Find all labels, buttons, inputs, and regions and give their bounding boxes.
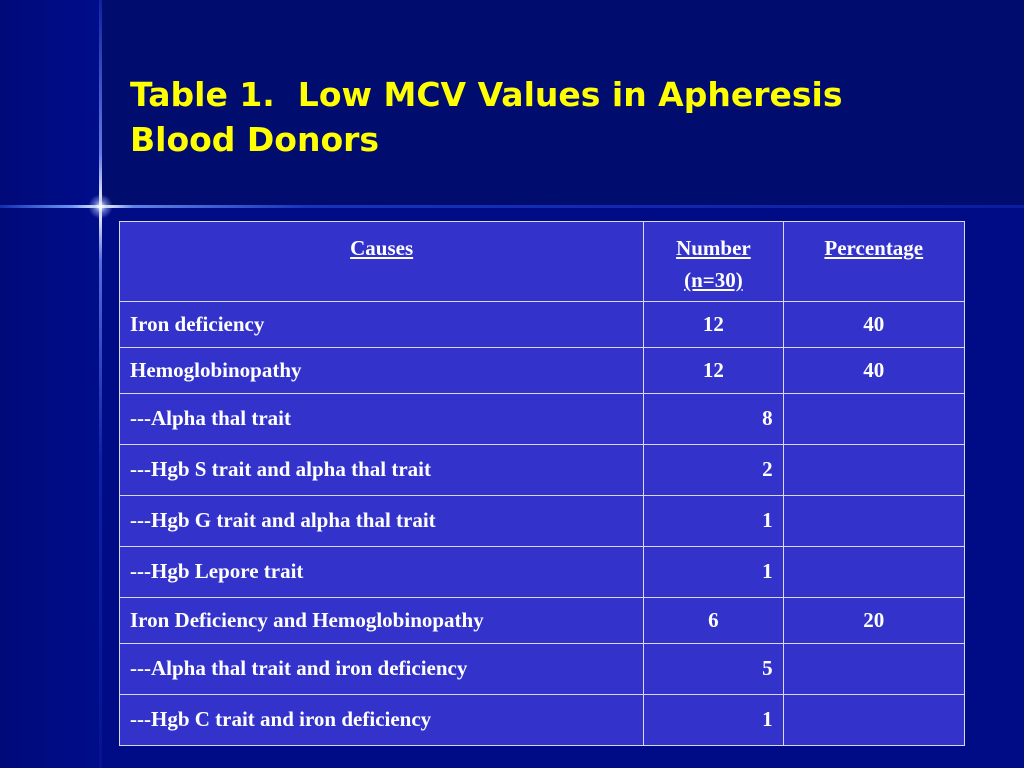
table-row [120,301,965,347]
cell-number: 2 [644,444,783,495]
table-row [120,546,965,597]
cell-cause: ---Hgb C trait and iron deficiency [120,694,644,745]
cell-percentage: 40 [783,347,964,393]
table-header-row [120,222,965,302]
table-row [120,495,965,546]
cell-cause: Iron deficiency [120,301,644,347]
cell-cause: ---Hgb S trait and alpha thal trait [120,444,644,495]
cell-percentage [783,444,964,495]
cell-percentage [783,643,964,694]
cell-number: 12 [644,301,783,347]
mcv-table [119,221,965,746]
cell-number: 1 [644,694,783,745]
header-percentage: Percentage [783,222,964,302]
cell-cause: ---Hgb Lepore trait [120,546,644,597]
table-row [120,444,965,495]
header-causes: Causes [120,222,644,302]
cell-percentage [783,694,964,745]
cell-number: 5 [644,643,783,694]
cell-percentage: 40 [783,301,964,347]
slide-title [130,72,950,162]
slide-left-band [0,0,100,768]
header-number [644,222,783,302]
header-number-label: Number [676,236,751,260]
slide-title-line2: Blood Donors [130,120,380,159]
cell-number: 6 [644,597,783,643]
table-row [120,347,965,393]
cell-number: 1 [644,546,783,597]
table-row [120,643,965,694]
cell-percentage: 20 [783,597,964,643]
sparkle-vertical-line [99,0,102,768]
cell-percentage [783,546,964,597]
cell-number: 12 [644,347,783,393]
cell-cause: ---Alpha thal trait [120,393,644,444]
cell-number: 1 [644,495,783,546]
sparkle-horizontal-line [0,205,1024,208]
table-row [120,393,965,444]
slide-title-line1: Table 1. Low MCV Values in Apheresis [130,75,843,114]
cell-percentage [783,495,964,546]
cell-cause: Hemoglobinopathy [120,347,644,393]
sparkle-star-icon [88,194,113,219]
cell-cause: ---Alpha thal trait and iron deficiency [120,643,644,694]
cell-number: 8 [644,393,783,444]
cell-cause: ---Hgb G trait and alpha thal trait [120,495,644,546]
table-row [120,597,965,643]
table-row [120,694,965,745]
mcv-table-container [119,221,965,746]
cell-percentage [783,393,964,444]
header-number-count: (n=30) [684,268,743,292]
cell-cause: Iron Deficiency and Hemoglobinopathy [120,597,644,643]
